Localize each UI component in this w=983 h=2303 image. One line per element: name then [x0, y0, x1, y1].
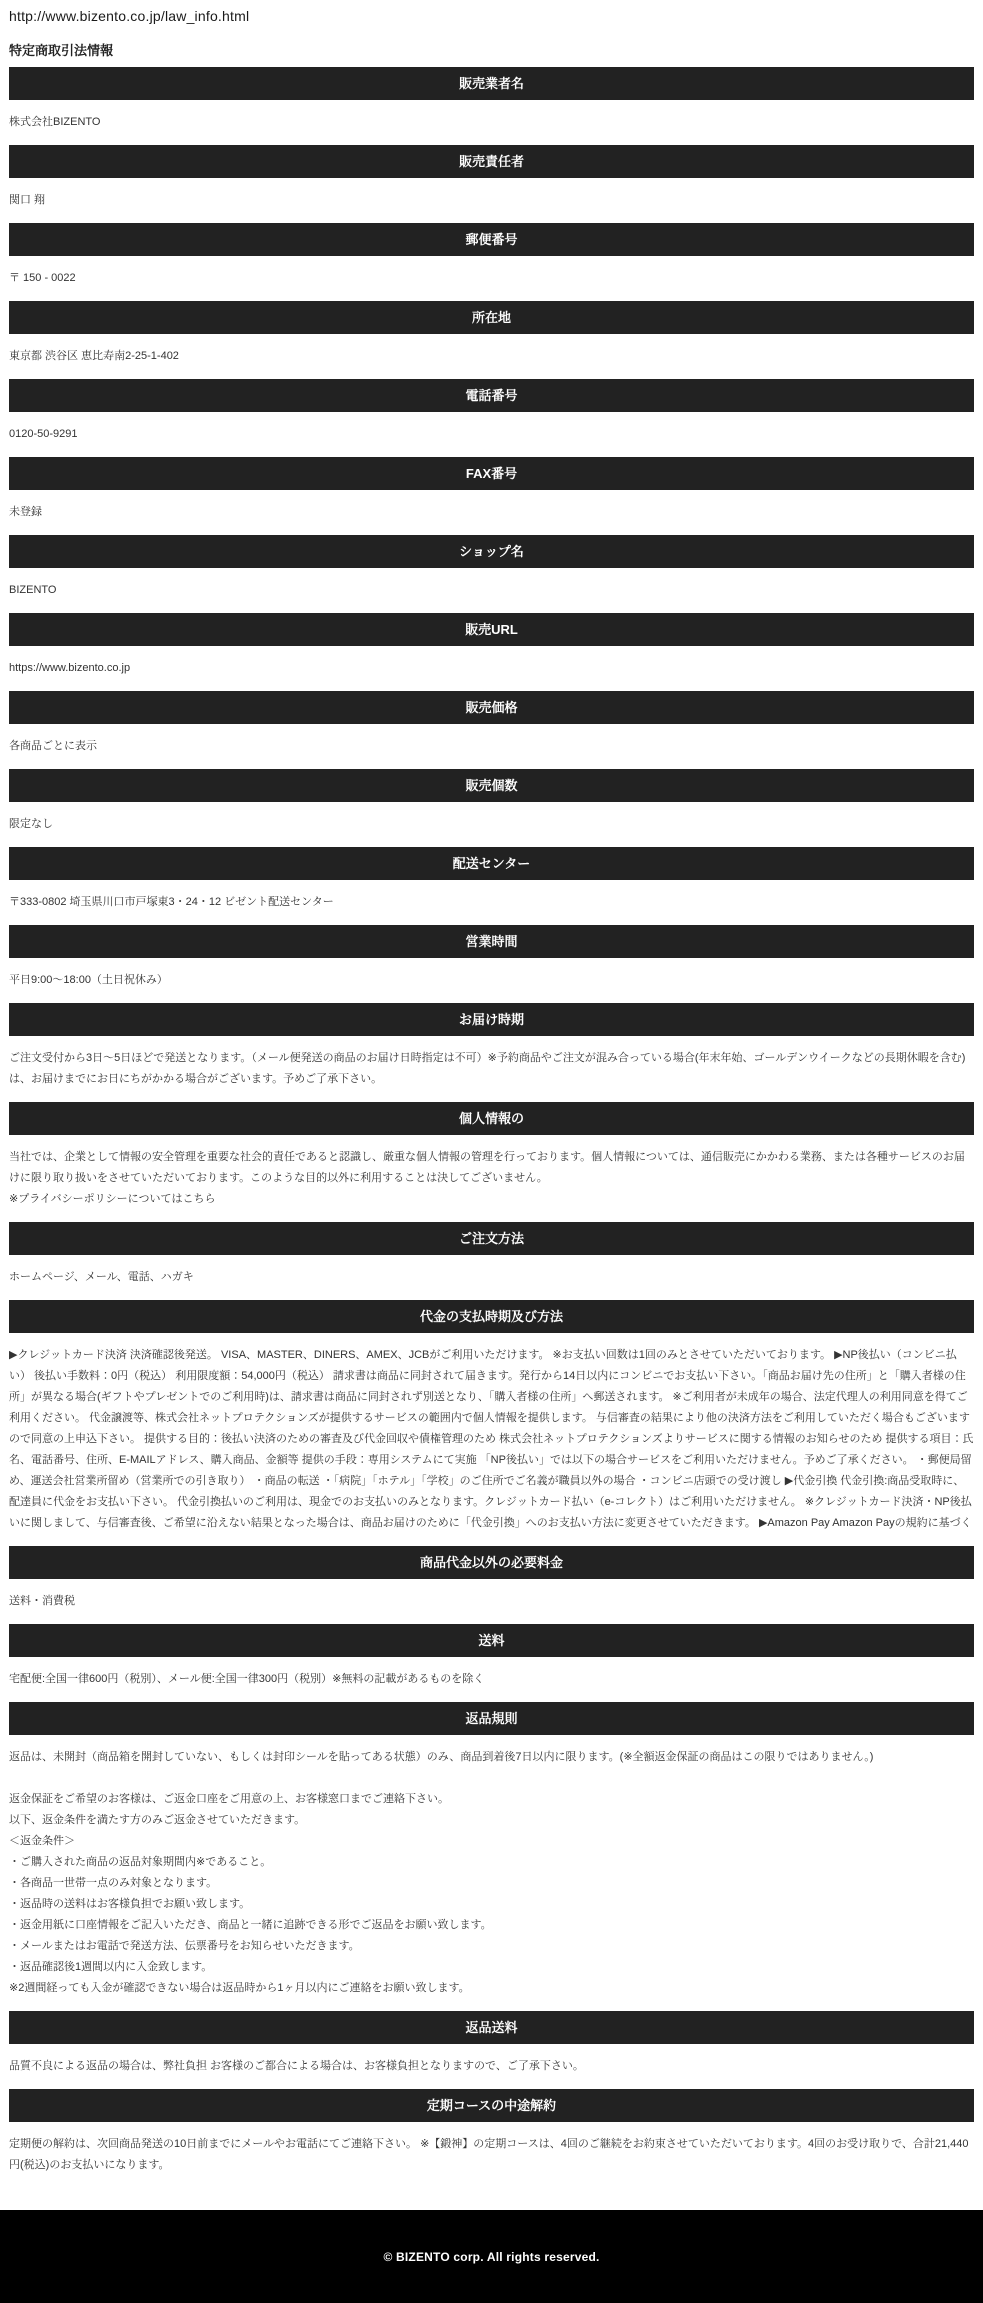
section-header-bar: 個人情報の [9, 1102, 974, 1135]
section-header-bar: お届け時期 [9, 1003, 974, 1036]
section-body-line: 平日9:00〜18:00（土日祝休み） [9, 974, 168, 986]
section-body-line: 限定なし [9, 818, 53, 830]
section-body [9, 814, 974, 835]
section-body-line: BIZENTO [9, 584, 57, 596]
section-body-line: ホームページ、メール、電話、ハガキ [9, 1271, 194, 1283]
section-header-bar: 返品規則 [9, 1702, 974, 1735]
section-body-line: 送料・消費税 [9, 1595, 75, 1607]
info-section [9, 457, 974, 523]
section-body [9, 190, 974, 211]
info-section [9, 613, 974, 679]
section-body-line: ・返品時の送料はお客様負担でお願い致します。 [9, 1898, 251, 1910]
page-footer [0, 2210, 983, 2303]
section-body-line: 返金保証をご希望のお客様は、ご返金口座をご用意の上、お客様窓口までご連絡下さい。 [9, 1793, 449, 1805]
section-body [9, 112, 974, 133]
info-section [9, 379, 974, 445]
info-section [9, 1702, 974, 1999]
section-body [9, 268, 974, 289]
section-body-line: 当社では、企業として情報の安全管理を重要な社会的責任であると認識し、厳重な個人情報の管理を行っております。個人情報については、通信販売にかかわる業務、または各種サービスのお届けに限り取り扱いをさせていただいております。このような目的以外に利用することは決してございません。 [9, 1151, 965, 1184]
info-section [9, 2011, 974, 2077]
section-body-line: ・ご購入された商品の返品対象期間内※であること。 [9, 1856, 272, 1868]
section-body [9, 502, 974, 523]
section-body-line: 〒333-0802 埼玉県川口市戸塚東3・24・12 ビゼント配送センター [9, 896, 334, 908]
section-body-line: 〒 150 - 0022 [9, 272, 76, 284]
section-header-bar: 定期コースの中途解約 [9, 2089, 974, 2122]
section-body [9, 1345, 974, 1534]
section-header-bar: 送料 [9, 1624, 974, 1657]
info-section [9, 769, 974, 835]
section-body [9, 2134, 974, 2176]
info-section [9, 847, 974, 913]
section-header-bar: 返品送料 [9, 2011, 974, 2044]
section-body-line: ※2週間経っても入金が確認できない場合は返品時から1ヶ月以内にご連絡をお願い致します。 [9, 1982, 470, 1994]
info-section [9, 1222, 974, 1288]
section-body-line: 0120-50-9291 [9, 428, 78, 440]
section-body-line: ・各商品一世帯一点のみ対象となります。 [9, 1877, 218, 1889]
info-section [9, 145, 974, 211]
section-body-line: ＜返金条件＞ [9, 1835, 75, 1847]
section-header-bar: 販売価格 [9, 691, 974, 724]
section-body [9, 892, 974, 913]
section-body [9, 1147, 974, 1210]
info-section [9, 691, 974, 757]
section-body [9, 1048, 974, 1090]
section-body [9, 1747, 974, 1999]
section-body-line: 定期便の解約は、次回商品発送の10日前までにメールやお電話にてご連絡下さい。 ※【鍛神】の定期コースは、4回のご継続をお約束させていただいております。4回のお受け取りで、合計21,440円(税込)のお支払いになります。 [9, 2138, 969, 2171]
section-header-bar: 代金の支払時期及び方法 [9, 1300, 974, 1333]
section-body [9, 1267, 974, 1288]
section-body-line: 関口 翔 [9, 194, 46, 206]
url-text: http://www.bizento.co.jp/law_info.html [9, 8, 250, 24]
section-body-line: https://www.bizento.co.jp [9, 662, 131, 674]
section-header-bar: 販売個数 [9, 769, 974, 802]
section-body-line: ・メールまたはお電話で発送方法、伝票番号をお知らせいただきます。 [9, 1940, 360, 1952]
section-body-line: ▶クレジットカード決済 決済確認後発送。 VISA、MASTER、DINERS、AMEX、JCBがご利用いただけます。 ※お支払い回数は1回のみとさせていただいております。 ▶NP後払い（コンビニ払い） 後払い手数料：0円（税込） 利用限度額：54,000円（税込） 請求書は商品に同封されて届きます。発行から14日以内にコンビニでお支払い下さい。「商品お届け先の住所」と「購入者様の住所」が異なる場合(ギフトやプレゼントでのご利用時)は、請求書は商品に同封されず別送となり、「購入者様の住所」へ郵送されます。 ※ご利用者が未成年の場合、法定代理人の利用同意を得てご利用ください。 代金譲渡等、株式会社ネットプロテクションズが提供するサービスの範囲内で個人情報を提供します。 与信審査の結果により他の決済方法をご利用していただく場合もございますので同意の上申込下さい。 提供する目的：後払い決済のための審査及び代金回収や債権管理のため 株式会社ネットプロテクションズよりサービスに関する情報のお知らせのため 提供する項目：氏名、電話番号、住所、E-MAILアドレス、購入商品、金額等 提供の手段：専用システムにて実施 「NP後払い」では以下の場合サービスをご利用いただけません。予めご了承ください。 ・郵便局留め、運送会社営業所留め（営業所での引き取り） ・商品の転送 ・「病院」「ホテル」「学校」のご住所でご名義が職員以外の場合 ・コンビニ店頭での受け渡し ▶代金引換 代金引換:商品受取時に、配達員に代金をお支払い下さい。 代金引換払いのご利用は、現金でのお支払いのみとなります。クレジットカード払い（e-コレクト）はご利用いただけません。 ※クレジットカード決済・NP後払いに関しまして、与信審査後、ご希望に沿えない結果となった場合は、商品お届けのために「代金引換」へのお支払い方法に変更させていただきます。 ▶Amazon Pay Amazon Payの規約に基づく [9, 1349, 974, 1529]
section-body-line: ※プライバシーポリシーについてはこちら [9, 1193, 216, 1205]
section-body-line: 返品は、未開封（商品箱を開封していない、もしくは封印シールを貼ってある状態）のみ、商品到着後7日以内に限ります。(※全額返金保証の商品はこの限りではありません。) [9, 1751, 874, 1763]
section-body [9, 2056, 974, 2077]
section-body [9, 970, 974, 991]
info-section [9, 1624, 974, 1690]
section-header-bar: 販売URL [9, 613, 974, 646]
section-body-line: 各商品ごとに表示 [9, 740, 97, 752]
section-body [9, 580, 974, 601]
section-body [9, 424, 974, 445]
section-body-line: 未登録 [9, 506, 42, 518]
info-section [9, 2089, 974, 2176]
info-section [9, 1300, 974, 1534]
section-header-bar: 電話番号 [9, 379, 974, 412]
section-body-line: ご注文受付から3日〜5日ほどで発送となります。（メール便発送の商品のお届け日時指定は不可）※予約商品やご注文が混み合っている場合(年末年始、ゴールデンウイークなどの長期休暇を含む) は、お届けまでにお日にちがかかる場合がございます。予めご了承下さい。 [9, 1052, 966, 1085]
info-section [9, 1546, 974, 1612]
info-section [9, 535, 974, 601]
section-body [9, 736, 974, 757]
section-body-line: 品質不良による返品の場合は、弊社負担 お客様のご都合による場合は、お客様負担となりますので、ご了承下さい。 [9, 2060, 584, 2072]
section-header-bar: ご注文方法 [9, 1222, 974, 1255]
info-section [9, 301, 974, 367]
page-title: 特定商取引法情報 [9, 43, 114, 58]
section-header-bar: 営業時間 [9, 925, 974, 958]
info-section [9, 1003, 974, 1090]
section-header-bar: 配送センター [9, 847, 974, 880]
section-header-bar: FAX番号 [9, 457, 974, 490]
section-body [9, 658, 974, 679]
copyright-text: © BIZENTO corp. All rights reserved. [383, 2249, 600, 2264]
section-body-line: ・返品確認後1週間以内に入金致します。 [9, 1961, 213, 1973]
info-section [9, 1102, 974, 1210]
section-header-bar: 販売責任者 [9, 145, 974, 178]
info-section [9, 925, 974, 991]
section-body-line: 以下、返金条件を満たす方のみご返金させていただきます。 [9, 1814, 306, 1826]
section-body-line: 宅配便:全国一律600円（税別）、メール便:全国一律300円（税別）※無料の記載があるものを除く [9, 1673, 485, 1685]
section-body [9, 1669, 974, 1690]
section-header-bar: 販売業者名 [9, 67, 974, 100]
info-section [9, 223, 974, 289]
section-body-line [9, 1768, 974, 1789]
section-body [9, 1591, 974, 1612]
section-header-bar: 商品代金以外の必要料金 [9, 1546, 974, 1579]
section-header-bar: 所在地 [9, 301, 974, 334]
section-header-bar: 郵便番号 [9, 223, 974, 256]
section-body-line: ・返金用紙に口座情報をご記入いただき、商品と一緒に追跡できる形でご返品をお願い致します。 [9, 1919, 492, 1931]
section-body-line: 株式会社BIZENTO [9, 116, 101, 128]
section-body-line: 東京都 渋谷区 恵比寿南2-25-1-402 [9, 350, 179, 362]
section-body [9, 346, 974, 367]
info-section [9, 67, 974, 133]
sections-container [9, 67, 974, 2176]
section-header-bar: ショップ名 [9, 535, 974, 568]
